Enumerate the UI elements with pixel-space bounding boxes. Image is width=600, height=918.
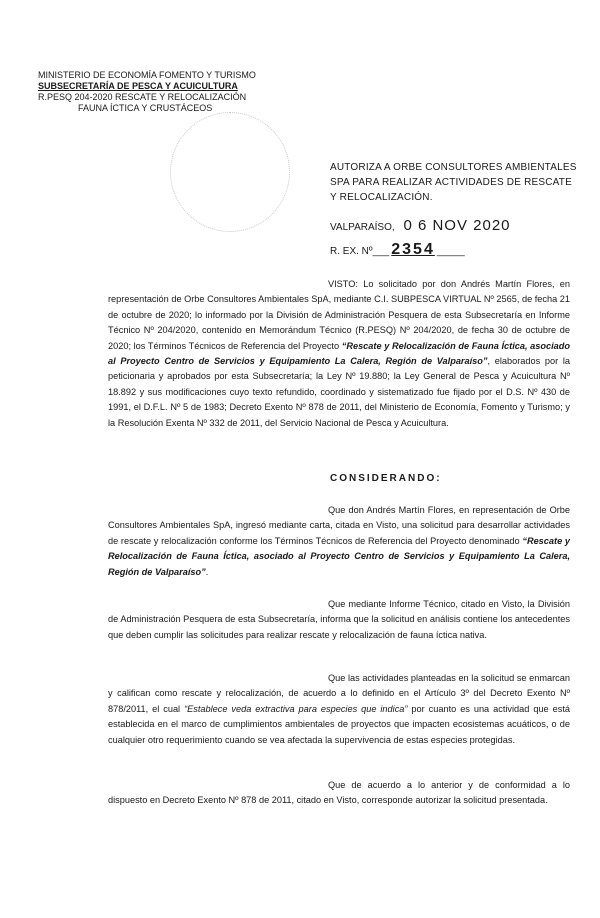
p1-text-a: Que don Andrés Martín Flores, en representación de Orbe Consultores Ambientales SpA, ingresó mediante carta, citada en Visto, una solicitud para desarrollar actividades de rescate y relocalización conforme los Términos Técnicos de Referencia del Proyecto denominado xyxy=(108,505,570,546)
rex-suffix: _____ xyxy=(436,246,465,257)
p4-text: Que de acuerdo a lo anterior y de conformidad a lo dispuesto en Decreto Exento Nº 878 de 2011, citado en Visto, corresponde autorizar la solicitud presentada. xyxy=(108,780,570,806)
rex-number: 2354 xyxy=(391,241,435,258)
visto-lead: VISTO: xyxy=(328,279,358,289)
p3-text-a: Que las actividades planteadas en la solicitud se enmarcan y califican como rescate y relocalización, de acuerdo a lo definido en el Artículo 3º del Decreto Exento Nº 878/2011, el cual xyxy=(108,673,570,714)
p3-decree-title: “Establece veda extractiva para especies que indica” xyxy=(184,703,408,714)
reference-code: R.PESQ 204-2020 RESCATE Y RELOCALIZACIÓN xyxy=(38,92,247,102)
considerando-heading: CONSIDERANDO: xyxy=(330,473,442,484)
visto-text-c: , elaborados por la peticionaria y aprobados por esta Subsecretaría; la Ley Nº 19.880; la Ley General de Pesca y Acuicultura Nº 18.892 y sus modificaciones cuyo texto refundido, coordinado y sistematizado fue fijado por el D.S. Nº 430 de 1991, el D.F.L. Nº 5 de 1983; Decreto Exento Nº 878 de 2011, del Ministerio de Economía, Fomento y Turismo; y la Resolución Exenta Nº 332 de 2011, del Servicio Nacional de Pesca y Acuicultura. xyxy=(108,356,570,428)
rex-prefix: ___ xyxy=(372,246,390,257)
p1-project-name: “Rescate y Relocalización de Fauna Íctica, asociado al Proyecto Centro de Servicios y Equipamiento La Calera, Región de Valparaíso” xyxy=(108,535,570,577)
stamped-date: 0 6 NOV 2020 xyxy=(403,217,511,234)
considerando-paragraph-1 xyxy=(108,503,570,580)
ministry-name: MINISTERIO DE ECONOMÍA FOMENTO Y TURISMO xyxy=(38,70,256,80)
subsecretariat-name: SUBSECRETARÍA DE PESCA Y ACUICULTURA xyxy=(38,81,238,91)
considerando-paragraph-2 xyxy=(108,597,570,643)
resolution-number xyxy=(330,241,580,259)
p1-text-c: . xyxy=(205,566,209,577)
considerando-paragraph-4 xyxy=(108,778,570,809)
considerando-paragraph-3 xyxy=(108,671,570,748)
visto-text-a: Lo solicitado por don Andrés Martín Flores, en representación de Orbe Consultores Ambientales SpA, mediante C.I. SUBPESCA VIRTUAL Nº 2565, de fecha 21 de octubre de 2020; lo informado por la División de Administración Pesquera de esta Subsecretaría en Informe Técnico Nº 204/2020, contenido en Memorándum Técnico (R.PESQ) Nº 204/2020, de fecha 30 de octubre de 2020; los Términos Técnicos de Referencia del Proyecto xyxy=(108,279,570,351)
place: VALPARAÍSO, xyxy=(330,222,395,233)
visto-paragraph xyxy=(108,277,570,431)
place-and-date xyxy=(330,217,580,234)
department-name: FAUNA ÍCTICA Y CRUSTÁCEOS xyxy=(78,103,213,113)
p3-text-c: por cuanto es una actividad que está establecida en el marco de cumplimientos ambientales de proyectos que impacten ecosistemas acuáticos, o de cualquier otro requerimiento cuando se vea afectada la supervivencia de estas especies protegidas. xyxy=(108,703,570,745)
resolution-title: AUTORIZA A ORBE CONSULTORES AMBIENTALES SPA PARA REALIZAR ACTIVIDADES DE RESCATE Y RELOCALIZACIÓN. xyxy=(330,162,577,203)
visto-project-name: “Rescate y Relocalización de Fauna Íctica, asociado al Proyecto Centro de Servicios y Equipamiento La Calera, Región de Valparaíso” xyxy=(108,340,570,367)
institution-header xyxy=(38,70,268,114)
faded-seal-icon xyxy=(170,112,290,232)
p2-text: Que mediante Informe Técnico, citado en Visto, la División de Administración Pesquera de esta Subsecretaría, informa que la solicitud en análisis contiene los antecedentes que deben cumplir las solicitudes para realizar rescate y relocalización de fauna íctica nativa. xyxy=(108,599,570,640)
rex-label: R. EX. Nº xyxy=(330,246,373,257)
